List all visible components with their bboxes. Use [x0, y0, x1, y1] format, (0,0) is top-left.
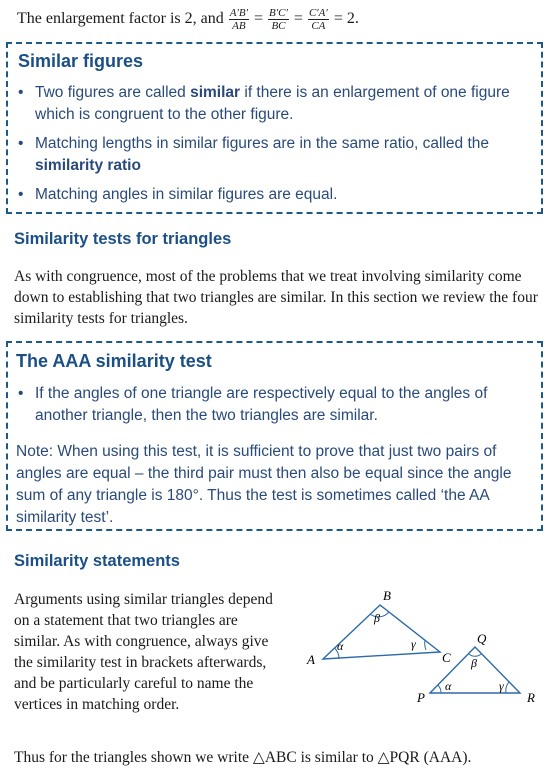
fraction-ca: $\frac{C'A'}{CA}$	[308, 6, 328, 32]
statements-paragraph: Arguments using similar triangles depend on a statement that two triangles are similar. As with congruence, always give the similarity test in brackets afterwards, and be particularly careful to name the vertices in matching order.	[14, 591, 273, 713]
triangle-pqr	[416, 631, 535, 705]
bullet-icon: •	[18, 135, 24, 152]
similar-triangles-figure	[299, 590, 549, 715]
bullet-aaa-test: • If the angles of one triangle are respectively equal to the angles of another triangle, then the two triangles are similar.	[18, 385, 488, 424]
similar-figures-title: Similar figures	[18, 51, 144, 71]
fraction-ab: $\frac{A'B'}{AB}$	[229, 6, 248, 32]
statements-conclusion: Thus for the triangles shown we write △ABC is similar to △PQR (AAA).	[14, 749, 472, 766]
aaa-note: Note: When using this test, it is sufficient to prove that just two pairs of angles are equal – the third pair must then also be equal since the angle sum of any triangle is 180°. Thus the test is sometimes called ‘the AA similarity test’.	[16, 443, 512, 526]
angle-beta-2: β	[471, 656, 477, 670]
vertex-c: C	[442, 650, 451, 665]
angle-gamma-2: γ	[499, 679, 504, 693]
statements-heading: Similarity statements	[14, 552, 180, 570]
aaa-test-box	[6, 341, 543, 531]
intro-line: The enlargement factor is 2, and $\frac{A'B'}{AB}$ = $\frac{B'C'}{BC}$ = $\frac{C'A'}{CA}$ = 2.	[17, 6, 359, 32]
fraction-bc: $\frac{B'C'}{BC}$	[269, 6, 288, 32]
aaa-title: The AAA similarity test	[16, 351, 212, 371]
intro-prefix: The enlargement factor is 2, and	[17, 10, 224, 27]
angle-alpha-1: α	[337, 639, 344, 653]
vertex-q: Q	[477, 631, 487, 646]
vertex-r: R	[527, 690, 535, 705]
bullet-similarity-ratio: • Matching lengths in similar figures are in the same ratio, called the similarity ratio	[18, 135, 490, 174]
bullet-matching-angles: • Matching angles in similar figures are equal.	[18, 184, 528, 206]
vertex-a: A	[307, 652, 315, 667]
triangle-abc	[306, 590, 451, 667]
angle-beta-1: β	[374, 611, 380, 625]
angle-alpha-2: α	[445, 679, 452, 693]
tests-paragraph: As with congruence, most of the problems that we treat involving similarity come down to establishing that two triangles are similar. In this section we review the four similarity tests for triangles.	[14, 268, 538, 327]
bullet-icon: •	[18, 385, 24, 402]
bullet-icon: •	[18, 186, 24, 203]
vertex-p: P	[417, 690, 425, 705]
vertex-b: B	[383, 590, 391, 603]
tests-heading: Similarity tests for triangles	[14, 230, 232, 248]
angle-gamma-1: γ	[411, 637, 416, 651]
bullet-similar-definition: • Two figures are called similar if there is an enlargement of one figure which is congruent to the other figure.	[18, 84, 510, 123]
bullet-icon: •	[18, 84, 24, 101]
similar-figures-box	[6, 42, 543, 214]
